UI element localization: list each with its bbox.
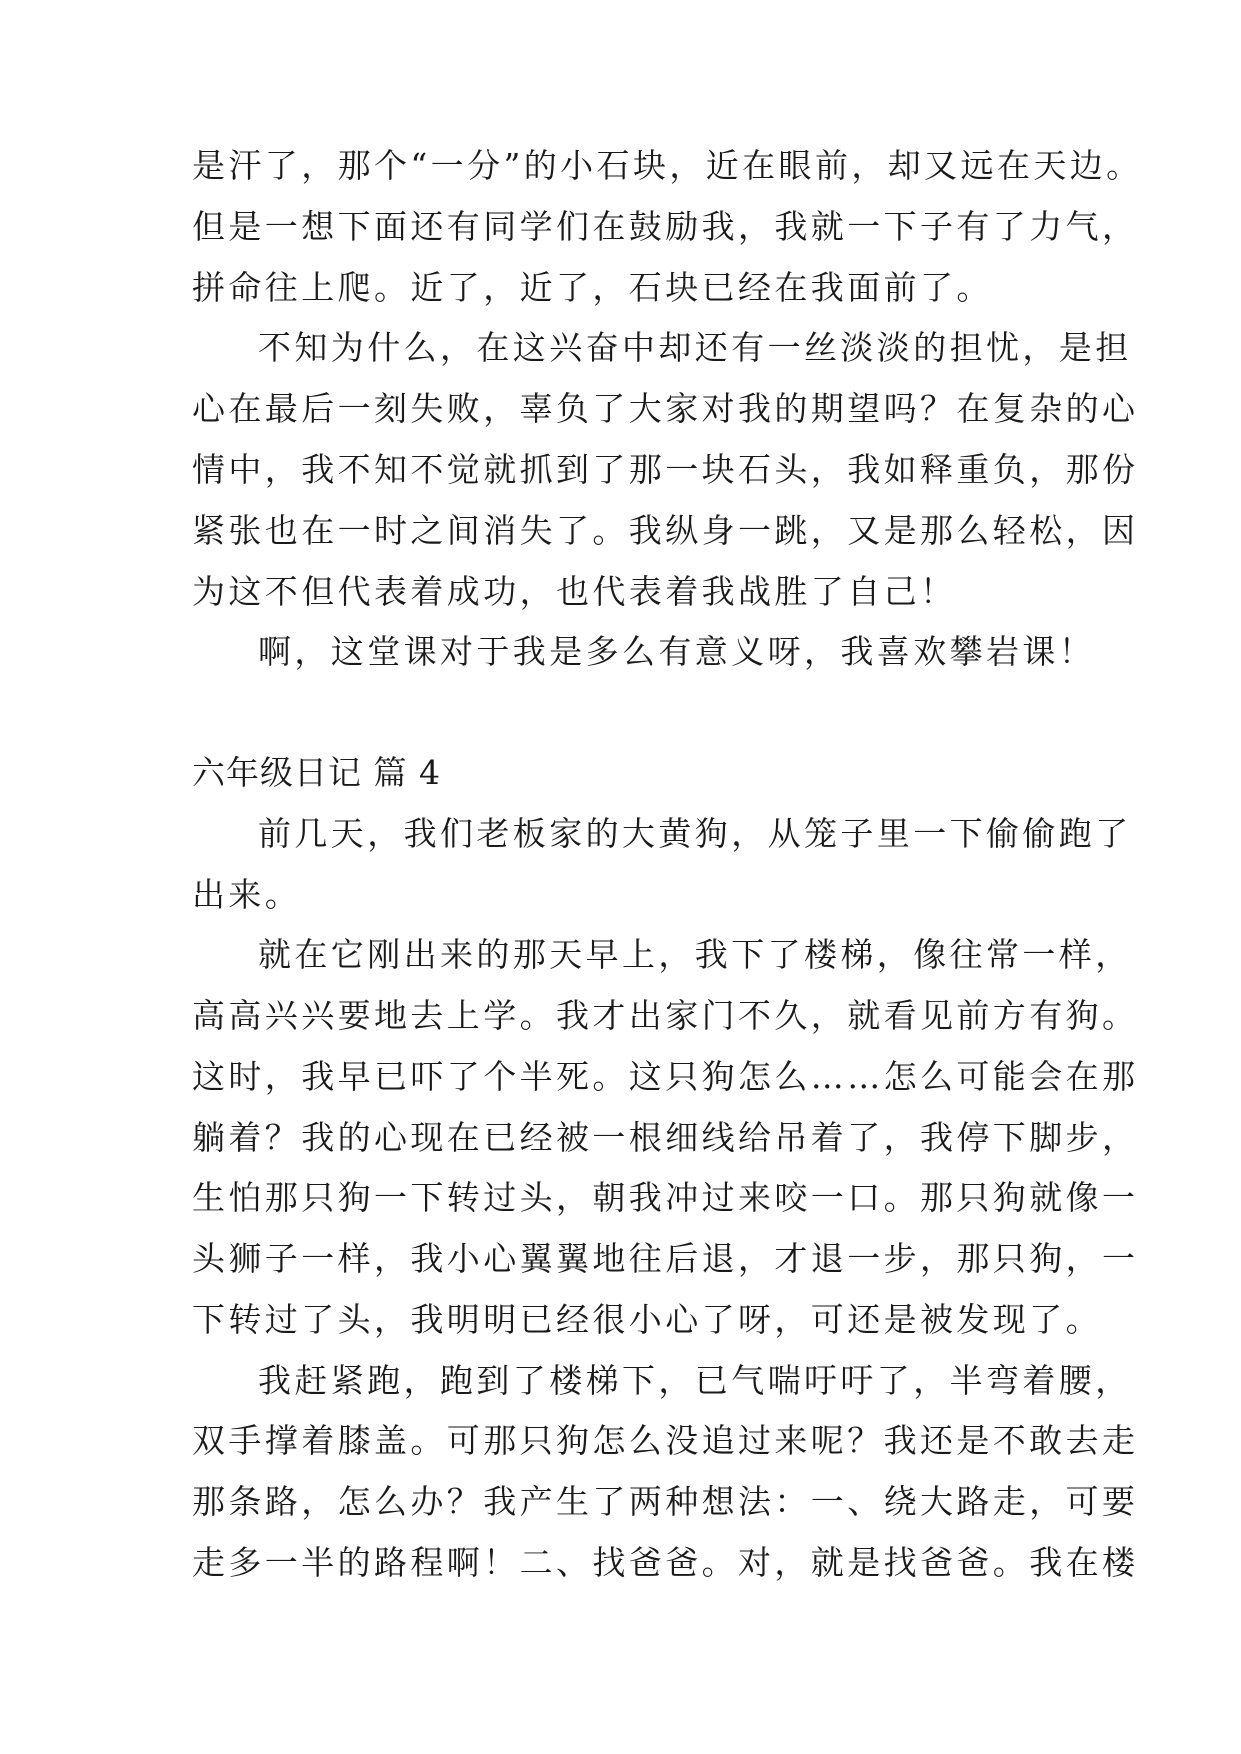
paragraph-start-line: 啊，这堂课对于我是多么有意义呀，我喜欢攀岩课！ (258, 632, 1096, 671)
text-line: 紧张也在一时之间消失了。我纵身一跳，又是那么轻松，因 (192, 511, 1139, 550)
text-line: 高高兴兴要地去上学。我才出家门不久，就看见前方有狗。 (192, 996, 1139, 1035)
text-line: 但是一想下面还有同学们在鼓励我，我就一下子有了力气， (192, 207, 1139, 246)
text-line: 下转过了头，我明明已经很小心了呀，可还是被发现了。 (192, 1300, 1102, 1339)
text-line: 双手撑着膝盖。可那只狗怎么没追过来呢？我还是不敢去走 (192, 1421, 1139, 1460)
text-line: 头狮子一样，我小心翼翼地往后退，才退一步，那只狗，一 (192, 1239, 1139, 1278)
text-line: 躺着？我的心现在已经被一根细线给吊着了，我停下脚步， (192, 1118, 1139, 1157)
paragraph-start-line: 前几天，我们老板家的大黄狗，从笼子里一下偷偷跑了 (258, 814, 1132, 853)
paragraph-start-line: 就在它刚出来的那天早上，我下了楼梯，像往常一样， (258, 935, 1132, 974)
text-line: 为这不但代表着成功，也代表着我战胜了自己！ (192, 572, 957, 611)
paragraph-start-line: 不知为什么，在这兴奋中却还有一丝淡淡的担忧，是担 (258, 328, 1132, 367)
paragraph-start-line: 我赶紧跑，跑到了楼梯下，已气喘吁吁了，半弯着腰， (258, 1361, 1132, 1400)
text-line: 心在最后一刻失败，辜负了大家对我的期望吗？在复杂的心 (192, 389, 1139, 428)
section-heading: 六年级日记 篇 4 (192, 753, 441, 792)
text-line: 是汗了，那个“一分”的小石块，近在眼前，却又远在天边。 (192, 146, 1143, 185)
text-line: 出来。 (192, 875, 302, 914)
text-line: 那条路，怎么办？我产生了两种想法：一、绕大路走，可要 (192, 1482, 1139, 1521)
text-line: 生怕那只狗一下转过头，朝我冲过来咬一口。那只狗就像一 (192, 1178, 1139, 1217)
text-line: 拼命往上爬。近了，近了，石块已经在我面前了。 (192, 268, 993, 307)
text-line: 走多一半的路程啊！二、找爸爸。对，就是找爸爸。我在楼 (192, 1543, 1139, 1582)
text-line: 情中，我不知不觉就抓到了那一块石头，我如释重负，那份 (192, 450, 1139, 489)
text-line: 这时，我早已吓了个半死。这只狗怎么……怎么可能会在那 (192, 1057, 1139, 1096)
